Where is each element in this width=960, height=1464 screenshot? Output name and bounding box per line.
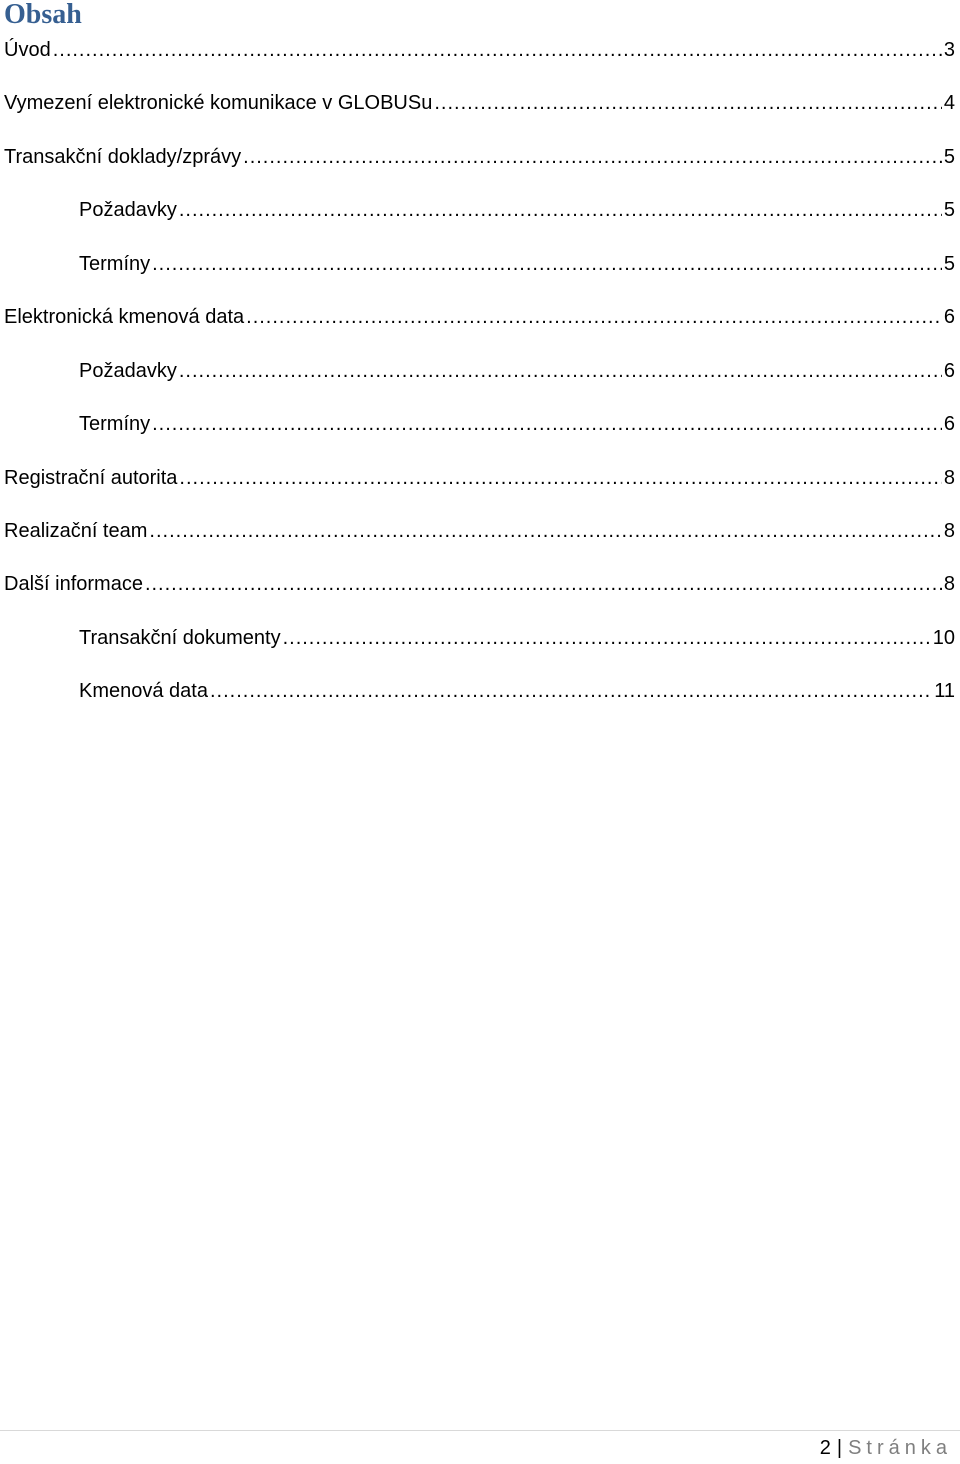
toc-entry-label: Transakční doklady/zprávy [4,146,242,168]
toc-entry-label: Požadavky [79,360,177,382]
toc-entry-page: 5 [943,253,955,275]
toc-heading: Obsah [4,0,82,30]
toc-dot-leader [246,305,942,329]
toc-entry-label: Kmenová data [79,680,208,702]
toc-entry-label: Požadavky [79,199,177,221]
toc-entry[interactable] [4,519,955,543]
toc-dot-leader [210,679,932,703]
toc-entry[interactable] [79,359,955,383]
toc-entry[interactable] [79,626,955,650]
toc-entry-page: 8 [943,520,955,542]
toc-entry-label: Realizační team [4,520,148,542]
toc-entry[interactable] [4,38,955,62]
toc-dot-leader [179,359,942,383]
footer-divider [0,1430,960,1431]
toc-entry[interactable] [4,466,955,490]
toc-entry-label: Elektronická kmenová data [4,306,245,328]
toc-entry-page: 4 [943,92,955,114]
toc-entry-label: Vymezení elektronické komunikace v GLOBUSu [4,92,433,114]
toc-entry-label: Registrační autorita [4,467,178,489]
toc-entry[interactable] [4,145,955,169]
toc-dot-leader [152,412,942,436]
toc-entry-label: Úvod [4,39,51,61]
toc-entry-page: 5 [943,199,955,221]
toc-entry-label: Transakční dokumenty [79,627,281,649]
toc-entry[interactable] [79,198,955,222]
toc-entry[interactable] [4,305,955,329]
toc-entry-page: 8 [943,467,955,489]
toc-dot-leader [283,626,931,650]
toc-dot-leader [149,519,941,543]
toc-entry-page: 8 [943,573,955,595]
toc-dot-leader [243,145,942,169]
toc-entry-page: 6 [943,413,955,435]
toc-entry-label: Termíny [79,253,151,275]
toc-entry-page: 6 [943,306,955,328]
toc-dot-leader [179,198,942,222]
footer-page-word: Stránka [848,1437,952,1459]
toc-entry-page: 11 [934,680,955,702]
toc-entry-page: 6 [943,360,955,382]
toc-entry-page: 5 [943,146,955,168]
toc-entry[interactable] [4,572,955,596]
toc-dot-leader [179,466,941,490]
toc-dot-leader [152,252,942,276]
page-footer [820,1436,952,1460]
toc-entry[interactable] [79,412,955,436]
toc-entry-page: 3 [943,39,955,61]
footer-separator: | [836,1437,843,1459]
toc-entry[interactable] [79,679,955,703]
toc-entry[interactable] [79,252,955,276]
toc-entry[interactable] [4,91,955,115]
toc-dot-leader [434,91,942,115]
toc-entry-label: Další informace [4,573,143,595]
toc-entry-label: Termíny [79,413,151,435]
footer-page-number: 2 [819,1437,831,1459]
toc-entry-page: 10 [932,627,955,649]
toc-dot-leader [145,572,942,596]
toc-dot-leader [53,38,942,62]
